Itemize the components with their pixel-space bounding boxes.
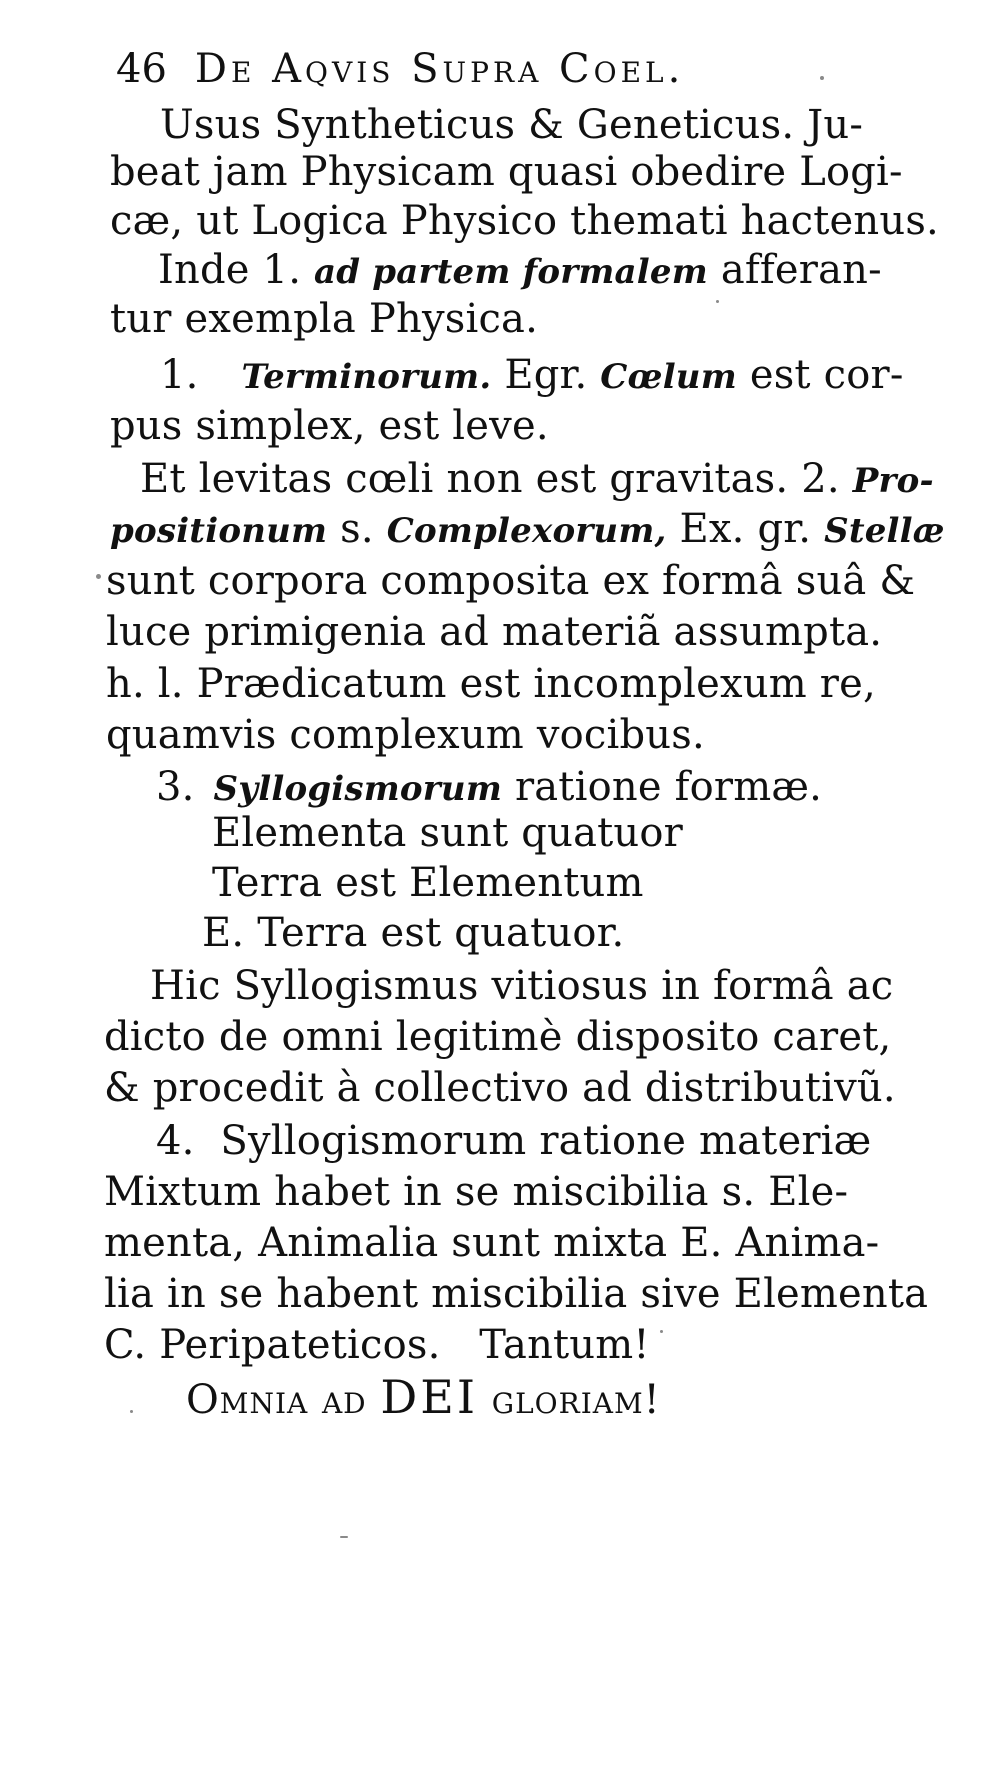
text-line: beat jam Physicam quasi obedire Logi- bbox=[110, 149, 903, 195]
text-line: 4. Syllogismorum ratione materiæ bbox=[156, 1118, 872, 1164]
text-line: 3. Syllogismorum ratione formæ. bbox=[156, 764, 823, 810]
text-line: Inde 1. ad partem formalem afferan- bbox=[158, 247, 882, 293]
text-line: pus simplex, est leve. bbox=[110, 403, 549, 449]
syllogism-conclusion: E. Terra est quatuor. bbox=[202, 910, 625, 956]
scan-speck bbox=[96, 574, 101, 579]
syllogism-minor-premise: Terra est Elementum bbox=[212, 860, 644, 906]
text-line: cæ, ut Logica Physico themati hactenus. bbox=[110, 198, 939, 244]
scan-speck bbox=[820, 76, 824, 80]
text-line: lia in se habent miscibilia sive Elementa bbox=[104, 1271, 929, 1317]
scan-speck bbox=[660, 1330, 663, 1333]
text-line: Et levitas cœli non est gravitas. 2. Pro- bbox=[140, 456, 934, 502]
syllogism-major-premise: Elementa sunt quatuor bbox=[212, 810, 683, 856]
scan-speck bbox=[340, 1536, 348, 1538]
scan-speck bbox=[716, 300, 719, 303]
text-line: sunt corpora composita ex formâ suâ & bbox=[106, 558, 916, 604]
text-line: positionum s. Complexorum, Ex. gr. Stellæ bbox=[110, 506, 945, 552]
text-line: h. l. Prædicatum est incomplexum re, bbox=[106, 661, 876, 707]
text-line: quamvis complexum vocibus. bbox=[106, 712, 705, 758]
text-line: 1. Terminorum. Egr. Cœlum est cor- bbox=[160, 352, 904, 398]
closing-doxology: Omnia ad DEI gloriam! bbox=[186, 1370, 661, 1424]
running-header bbox=[116, 44, 684, 94]
text-line: C. Peripateticos. Tantum! bbox=[104, 1322, 650, 1368]
text-line: & procedit à collectivo ad distributivũ. bbox=[104, 1065, 896, 1111]
text-line: tur exempla Physica. bbox=[110, 296, 539, 342]
text-line: Hic Syllogismus vitiosus in formâ ac bbox=[150, 963, 894, 1009]
text-line: luce primigenia ad materiã assumpta. bbox=[106, 609, 883, 655]
running-title: De Aqvis Supra Coel. bbox=[194, 46, 685, 92]
text-line: Mixtum habet in se miscibilia s. Ele- bbox=[104, 1169, 849, 1215]
text-line: menta, Animalia sunt mixta E. Anima- bbox=[104, 1220, 880, 1266]
page-number: 46 bbox=[116, 46, 167, 92]
scan-speck bbox=[130, 1410, 133, 1413]
text-line: Usus Syntheticus & Geneticus. Ju- bbox=[160, 102, 864, 148]
text-line: dicto de omni legitimè disposito caret, bbox=[104, 1014, 892, 1060]
